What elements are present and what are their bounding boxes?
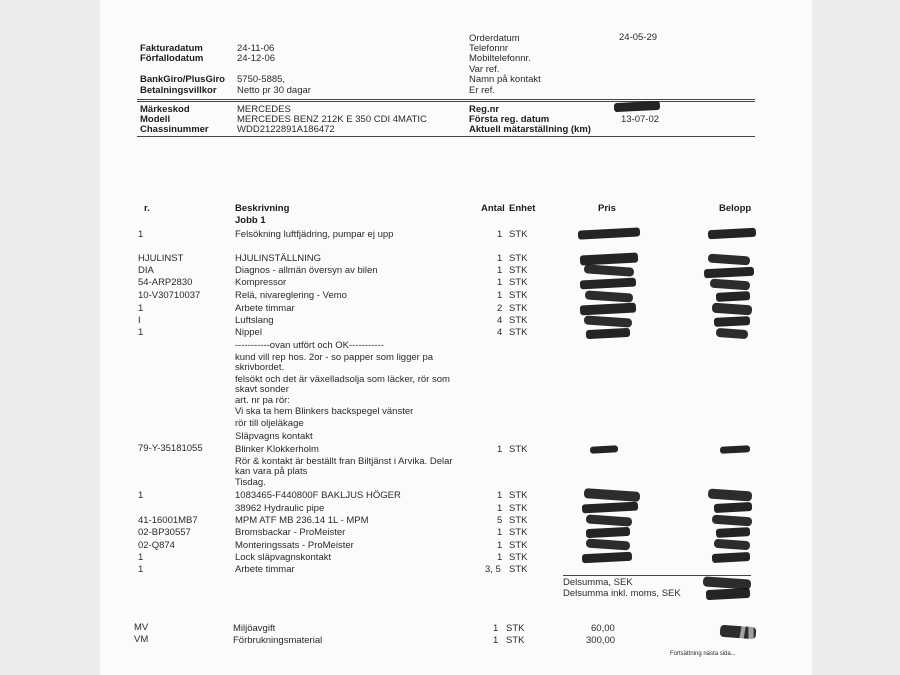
subtotal-label: Delsumma, SEK <box>563 577 633 588</box>
row-quantity: 4 <box>497 327 503 338</box>
row-article: DIA <box>138 265 154 276</box>
label-first-reg: Första reg. datum <box>469 114 550 125</box>
row-quantity: 1 <box>497 277 503 288</box>
redaction-mark <box>716 527 750 538</box>
note-line: rör till oljeläkage <box>235 418 304 429</box>
row-article: 02-BP30557 <box>138 527 191 538</box>
row-unit: STK <box>509 490 528 501</box>
row-article: 41-16001MB7 <box>138 515 198 526</box>
row-unit: STK <box>509 564 528 575</box>
label-phone: Telefonnr <box>469 43 509 54</box>
fee-quantity: 1 <box>493 623 499 634</box>
row-unit: STK <box>509 515 528 526</box>
note-line: Rör & kontakt är beställt fran Biltjänst i Arvika. Delar <box>235 456 453 467</box>
row-article: 02-Q874 <box>138 540 175 551</box>
redaction-mark <box>708 488 753 501</box>
row-quantity: 1 <box>497 265 503 276</box>
row-unit: STK <box>509 444 528 455</box>
label-model: Modell <box>140 114 171 125</box>
continued-note: Fortsättning nästa sida... <box>670 651 736 657</box>
redaction-mark <box>708 254 751 266</box>
row-unit: STK <box>509 303 528 314</box>
col-article: r. <box>144 203 150 214</box>
row-description: MPM ATF MB 236.14 1L - MPM <box>235 515 369 526</box>
row-article: 1 <box>138 552 144 563</box>
row-unit: STK <box>509 503 528 514</box>
redaction-mark <box>712 552 750 563</box>
redaction-mark <box>578 227 640 239</box>
row-quantity: 1 <box>497 290 503 301</box>
row-description: Monteringssats - ProMeister <box>235 540 354 551</box>
row-quantity: 1 <box>497 444 503 455</box>
col-description: Beskrivning <box>235 203 290 214</box>
label-make: Märkeskod <box>140 104 190 115</box>
value-bankgiro: 5750-5885, <box>237 74 286 85</box>
redaction-mark <box>586 538 631 550</box>
row-article: HJULINST <box>138 253 184 264</box>
redaction-mark <box>580 278 636 290</box>
fee-price: 300,00 <box>586 635 616 646</box>
row-article: 10-V30710037 <box>138 290 201 301</box>
row-article: 54-ARP2830 <box>138 277 193 288</box>
redaction-mark <box>584 264 635 276</box>
divider <box>137 101 755 102</box>
redaction-mark <box>704 267 754 279</box>
row-description: 1083465-F440800F BAKLJUS HÖGER <box>235 490 401 501</box>
watermark: /IK <box>738 610 779 651</box>
row-description: Arbete timmar <box>235 303 295 314</box>
label-chassis: Chassinummer <box>140 124 209 135</box>
row-description: Nippel <box>235 327 262 338</box>
row-article: 1 <box>138 564 144 575</box>
row-quantity: 1 <box>497 253 503 264</box>
row-unit: STK <box>509 253 528 264</box>
label-bankgiro: BankGiro/PlusGiro <box>140 74 225 85</box>
note-line: kan vara på plats <box>235 466 308 477</box>
row-unit: STK <box>509 229 528 240</box>
invoice-page <box>100 0 812 675</box>
row-unit: STK <box>509 327 528 338</box>
fee-unit: STK <box>506 635 525 646</box>
col-price: Pris <box>598 203 616 214</box>
note-line: Vi ska ta hem Blinkers backspegel vänster <box>235 406 414 417</box>
row-unit: STK <box>509 527 528 538</box>
note-line: Släpvagns kontakt <box>235 431 313 442</box>
label-our-ref: Var ref. <box>469 64 500 75</box>
col-amount: Belopp <box>719 203 752 214</box>
row-description: Arbete timmar <box>235 564 295 575</box>
redaction-mark <box>590 445 618 453</box>
row-description: Relä, nivareglering - Vemo <box>235 290 347 301</box>
label-reg-nr: Reg.nr <box>469 104 500 115</box>
row-description: Bromsbackar - ProMeister <box>235 527 346 538</box>
label-due-date: Förfallodatum <box>140 53 204 64</box>
row-article: 79-Y-35181055 <box>138 443 203 454</box>
label-payment-terms: Betalningsvillkor <box>140 85 217 96</box>
row-quantity: 1 <box>497 527 503 538</box>
row-description: Felsökning luftfjädring, pumpar ej upp <box>235 229 394 240</box>
note-line: art. nr pa rör: <box>235 395 290 406</box>
label-your-ref: Er ref. <box>469 85 495 96</box>
redaction-mark <box>710 279 751 291</box>
row-unit: STK <box>509 277 528 288</box>
value-due-date: 24-12-06 <box>237 53 276 64</box>
col-unit: Enhet <box>509 203 536 214</box>
note-line: felsökt och det är växelladsolja som läcker, rör som <box>235 374 450 385</box>
value-invoice-date: 24-11-06 <box>237 43 275 54</box>
row-description: 38962 Hydraulic pipe <box>235 503 325 514</box>
subtotal-incl-vat-label: Delsumma inkl. moms, SEK <box>563 588 681 599</box>
row-unit: STK <box>509 315 528 326</box>
value-payment-terms: Netto pr 30 dagar <box>237 85 311 96</box>
divider <box>137 99 755 100</box>
label-contact-name: Namn på kontakt <box>469 74 541 85</box>
redaction-mark <box>706 588 750 600</box>
redaction-mark <box>716 328 749 339</box>
row-article: 1 <box>138 229 144 240</box>
label-invoice-date: Fakturadatum <box>140 43 203 54</box>
col-quantity: Antal <box>481 203 505 214</box>
note-line: Tisdag. <box>235 477 266 488</box>
note-line: kund vill rep hos. 2or - so papper som ligger pa <box>235 352 434 363</box>
redaction-mark <box>586 328 630 339</box>
row-unit: STK <box>509 552 528 563</box>
redaction-mark <box>582 552 632 564</box>
row-unit: STK <box>509 265 528 276</box>
divider <box>137 136 755 137</box>
row-quantity: 1 <box>497 490 503 501</box>
redaction-mark <box>614 101 660 112</box>
redaction-mark <box>712 303 753 316</box>
row-quantity: 1 <box>497 540 503 551</box>
redaction-mark <box>712 515 753 527</box>
row-quantity: 1 <box>497 229 503 240</box>
fee-quantity: 1 <box>493 635 499 646</box>
redaction-mark <box>586 514 633 526</box>
row-article: I <box>138 315 141 326</box>
fee-price: 60,00 <box>591 623 615 634</box>
label-order-date: Orderdatum <box>469 33 520 44</box>
row-article: 1 <box>138 327 144 338</box>
fee-article: VM <box>134 634 149 645</box>
label-odometer: Aktuell mätarställning (km) <box>469 124 591 135</box>
row-description: Luftslang <box>235 315 274 326</box>
subtotal-divider <box>563 575 751 576</box>
redaction-mark <box>584 488 641 502</box>
value-model: MERCEDES BENZ 212K E 350 CDI 4MATIC <box>237 114 427 125</box>
row-description: Blinker Klokkerholm <box>235 444 319 455</box>
fee-article: MV <box>134 622 149 633</box>
redaction-mark <box>585 290 634 302</box>
row-description: HJULINSTÄLLNING <box>235 253 322 264</box>
redaction-mark <box>716 291 750 302</box>
label-mobile: Mobiltelefonnr. <box>469 53 531 64</box>
fee-description: Förbrukningsmaterial <box>233 635 323 646</box>
redaction-mark <box>586 527 630 538</box>
row-description: Kompressor <box>235 277 287 288</box>
value-chassis: WDD2122891A186472 <box>237 124 335 135</box>
redaction-mark <box>714 316 750 327</box>
note-line: -----------ovan utfört och OK----------- <box>235 340 384 351</box>
redaction-mark <box>714 502 752 513</box>
redaction-mark <box>720 445 750 454</box>
row-quantity: 1 <box>497 503 503 514</box>
row-description: Diagnos - allmän översyn av bilen <box>235 265 378 276</box>
row-article: 1 <box>138 490 144 501</box>
redaction-mark <box>714 539 751 550</box>
value-first-reg: 13-07-02 <box>621 114 660 125</box>
redaction-mark <box>582 502 638 514</box>
fee-unit: STK <box>506 623 525 634</box>
value-order-date: 24-05-29 <box>619 32 658 43</box>
row-description: Lock släpvagnskontakt <box>235 552 332 563</box>
row-unit: STK <box>509 290 528 301</box>
row-article: 1 <box>138 303 144 314</box>
redaction-mark <box>580 303 636 316</box>
row-unit: STK <box>509 540 528 551</box>
row-quantity: 5 <box>497 515 503 526</box>
group-title: Jobb 1 <box>235 215 266 226</box>
note-line: skavt sonder <box>235 384 289 395</box>
row-quantity: 1 <box>497 552 503 563</box>
note-line: skrivbordet. <box>235 362 285 373</box>
redaction-mark <box>580 252 638 265</box>
redaction-mark <box>708 228 756 239</box>
row-quantity: 2 <box>497 303 503 314</box>
redaction-mark <box>584 315 633 327</box>
row-quantity: 3, 5 <box>485 564 501 575</box>
row-quantity: 4 <box>497 315 503 326</box>
fee-description: Miljöavgift <box>233 623 276 634</box>
value-make: MERCEDES <box>237 104 291 115</box>
